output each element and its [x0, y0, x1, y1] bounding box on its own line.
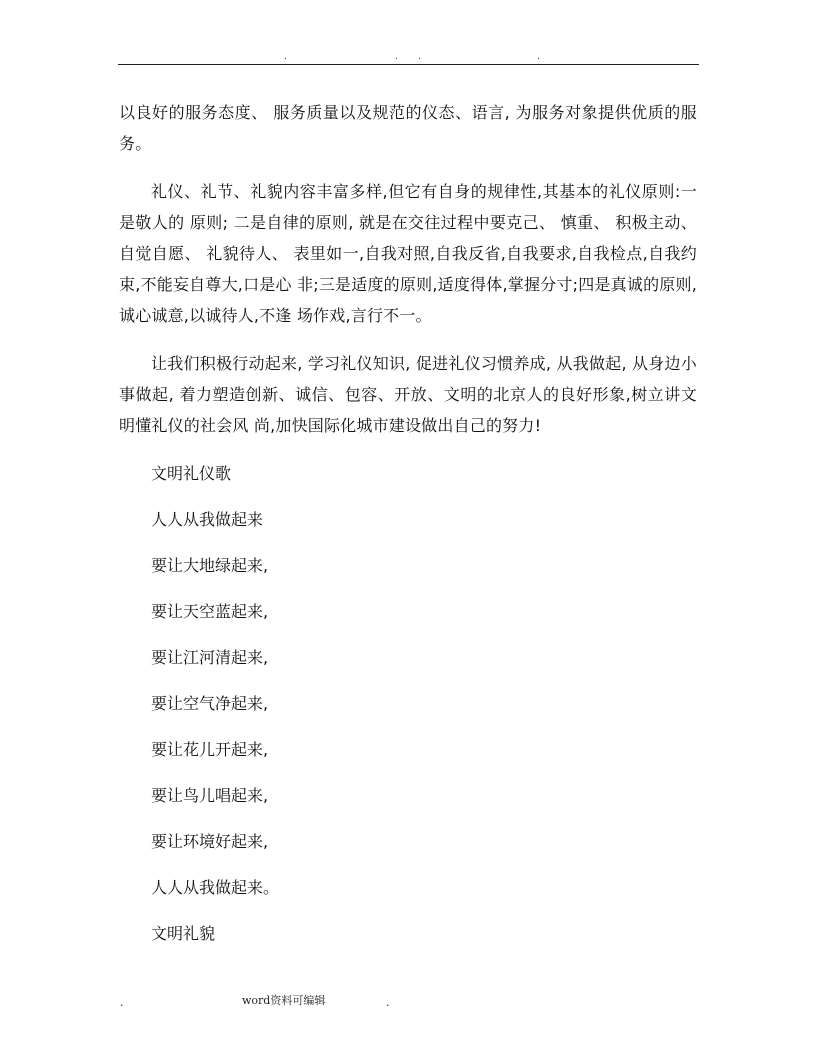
header-dot: . [537, 52, 540, 62]
paragraph: 礼仪、礼节、礼貌内容丰富多样,但它有自身的规律性,其基本的礼仪原则:一是敬人的 原则; 二是自律的原则, 就是在交往过程中要克己、 慎重、 积极主动、 自觉自愿、 礼貌待人、 表里如一,自我对照,自我反省,自我要求,自我检点,自我约束,不能妄自尊大,口是心 非;三是适度的原则,适度得体,掌握分寸;四是真诚的原则,诚心诚意,以诚待人,不逢 场作戏,言行不一。 [119, 182, 697, 325]
song-line: 人人从我做起来 [151, 510, 264, 529]
header-dot: . [395, 52, 398, 62]
header-dot: . [418, 52, 421, 62]
footer-dot: . [386, 996, 390, 1009]
song-line: 要让空气净起来, [151, 694, 269, 713]
footer-dot: . [120, 996, 124, 1009]
song-title: 文明礼仪歌 [151, 464, 232, 483]
footer-text: word资料可编辑 [242, 994, 326, 1007]
header-dot: . [284, 52, 287, 62]
song-line: 要让花儿开起来, [151, 740, 269, 759]
document-body [119, 97, 697, 964]
song-line: 要让鸟儿唱起来, [151, 786, 269, 805]
section-heading: 文明礼貌 [151, 924, 216, 943]
song-line: 要让环境好起来, [151, 832, 269, 851]
header-dots [118, 52, 698, 62]
page-footer [118, 992, 408, 1008]
song-line: 人人从我做起来。 [151, 878, 280, 897]
song-line: 要让天空蓝起来, [151, 602, 269, 621]
song-line: 要让江河清起来, [151, 648, 269, 667]
paragraph: 让我们积极行动起来, 学习礼仪知识, 促进礼仪习惯养成, 从我做起, 从身边小事做起, 着力塑造创新、诚信、包容、开放、文明的北京人的良好形象,树立讲文明懂礼仪的社会风 尚,加快国际化城市建设做出自己的努力! [119, 354, 697, 435]
song-line: 要让大地绿起来, [151, 556, 269, 575]
paragraph: 以良好的服务态度、 服务质量以及规范的仪态、语言, 为服务对象提供优质的服务。 [119, 103, 697, 153]
header-rule [118, 64, 699, 65]
